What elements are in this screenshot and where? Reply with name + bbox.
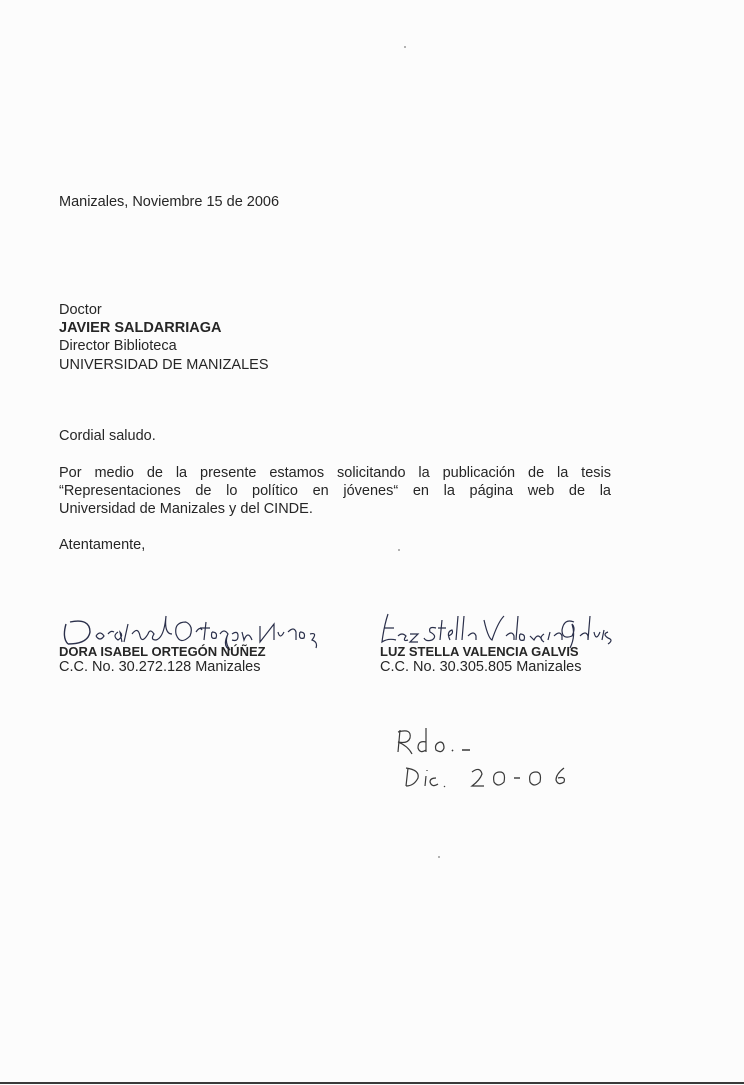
place-date: Manizales, Noviembre 15 de 2006 [59,194,280,210]
signatory-1-name: DORA ISABEL ORTEGÓN NÚÑEZ [59,644,266,659]
closing: Atentamente, [59,537,146,553]
recipient-name: JAVIER SALDARRIAGA [59,320,222,336]
body-paragraph [59,464,611,518]
scan-speck [404,46,406,48]
signatory-2-id: C.C. No. 30.305.805 Manizales [380,659,582,675]
scan-speck [398,549,400,551]
recipient-title: Doctor [59,302,102,318]
scan-speck [438,856,440,858]
received-note [392,722,582,792]
recipient-institution: UNIVERSIDAD DE MANIZALES [59,357,269,373]
recipient-position: Director Biblioteca [59,338,177,354]
greeting: Cordial saludo. [59,428,156,444]
body-line: Universidad de Manizales y del CINDE. [59,501,313,517]
body-line: Por medio de la presente estamos solicitando la publicación de la tesis [59,465,611,481]
body-line: “Representaciones de lo político en jóvenes“ en la página web de la [59,483,611,499]
signatory-1-id: C.C. No. 30.272.128 Manizales [59,659,261,675]
signatory-2-name: LUZ STELLA VALENCIA GALVIS [380,644,579,659]
scan-edge [0,1082,744,1084]
